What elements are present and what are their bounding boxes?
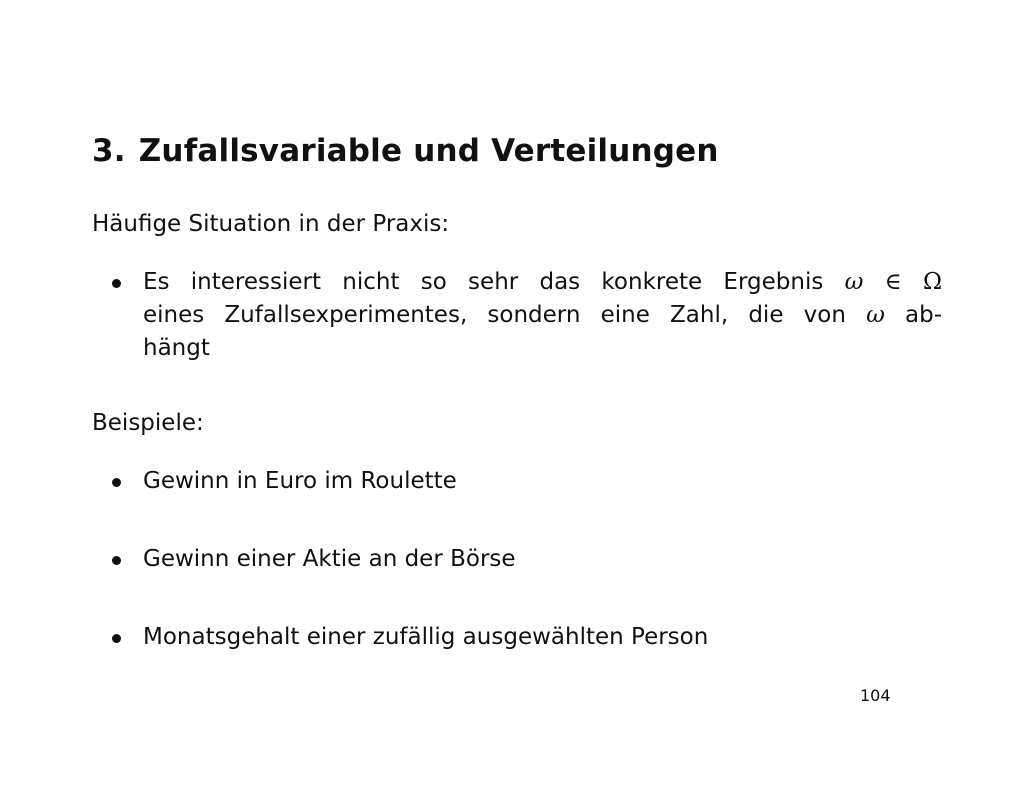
omega-symbol: ω [844,269,864,295]
bullet-line-1: Es interessiert nicht so sehr das konkrete Ergebnis ω ∈ Ω [143,269,943,295]
page-number: 104 [860,686,891,705]
bullet-text [143,266,942,365]
example-text: Gewinn in Euro im Roulette [143,468,457,494]
intro-text: Häufige Situation in der Praxis: [92,211,450,237]
bullet-dot [112,556,121,565]
bullet-dot [112,279,121,288]
bullet-dot [112,634,121,643]
element-of-symbol: ∈ [884,269,902,295]
section-title: Zufallsvariable und Verteilungen [138,133,719,169]
example-text: Gewinn einer Aktie an der Börse [143,546,516,572]
sample-space-symbol: Ω [922,269,943,295]
bullet-line-3: hängt [143,335,210,361]
omega-symbol-2: ω [866,302,885,328]
bullet-dot [112,478,121,487]
bullet-point-main [112,266,942,366]
slide-title [92,133,719,169]
examples-heading: Beispiele: [92,410,204,436]
example-text: Monatsgehalt einer zufällig ausgewählten Person [143,624,709,650]
bullet-line-2: eines Zufallsexperimentes, sondern eine Zahl, die von ω ab- [143,302,943,328]
example-item-salary [112,621,892,655]
example-item-stock [112,543,712,577]
section-number: 3. [92,133,126,169]
example-item-roulette [112,465,712,499]
